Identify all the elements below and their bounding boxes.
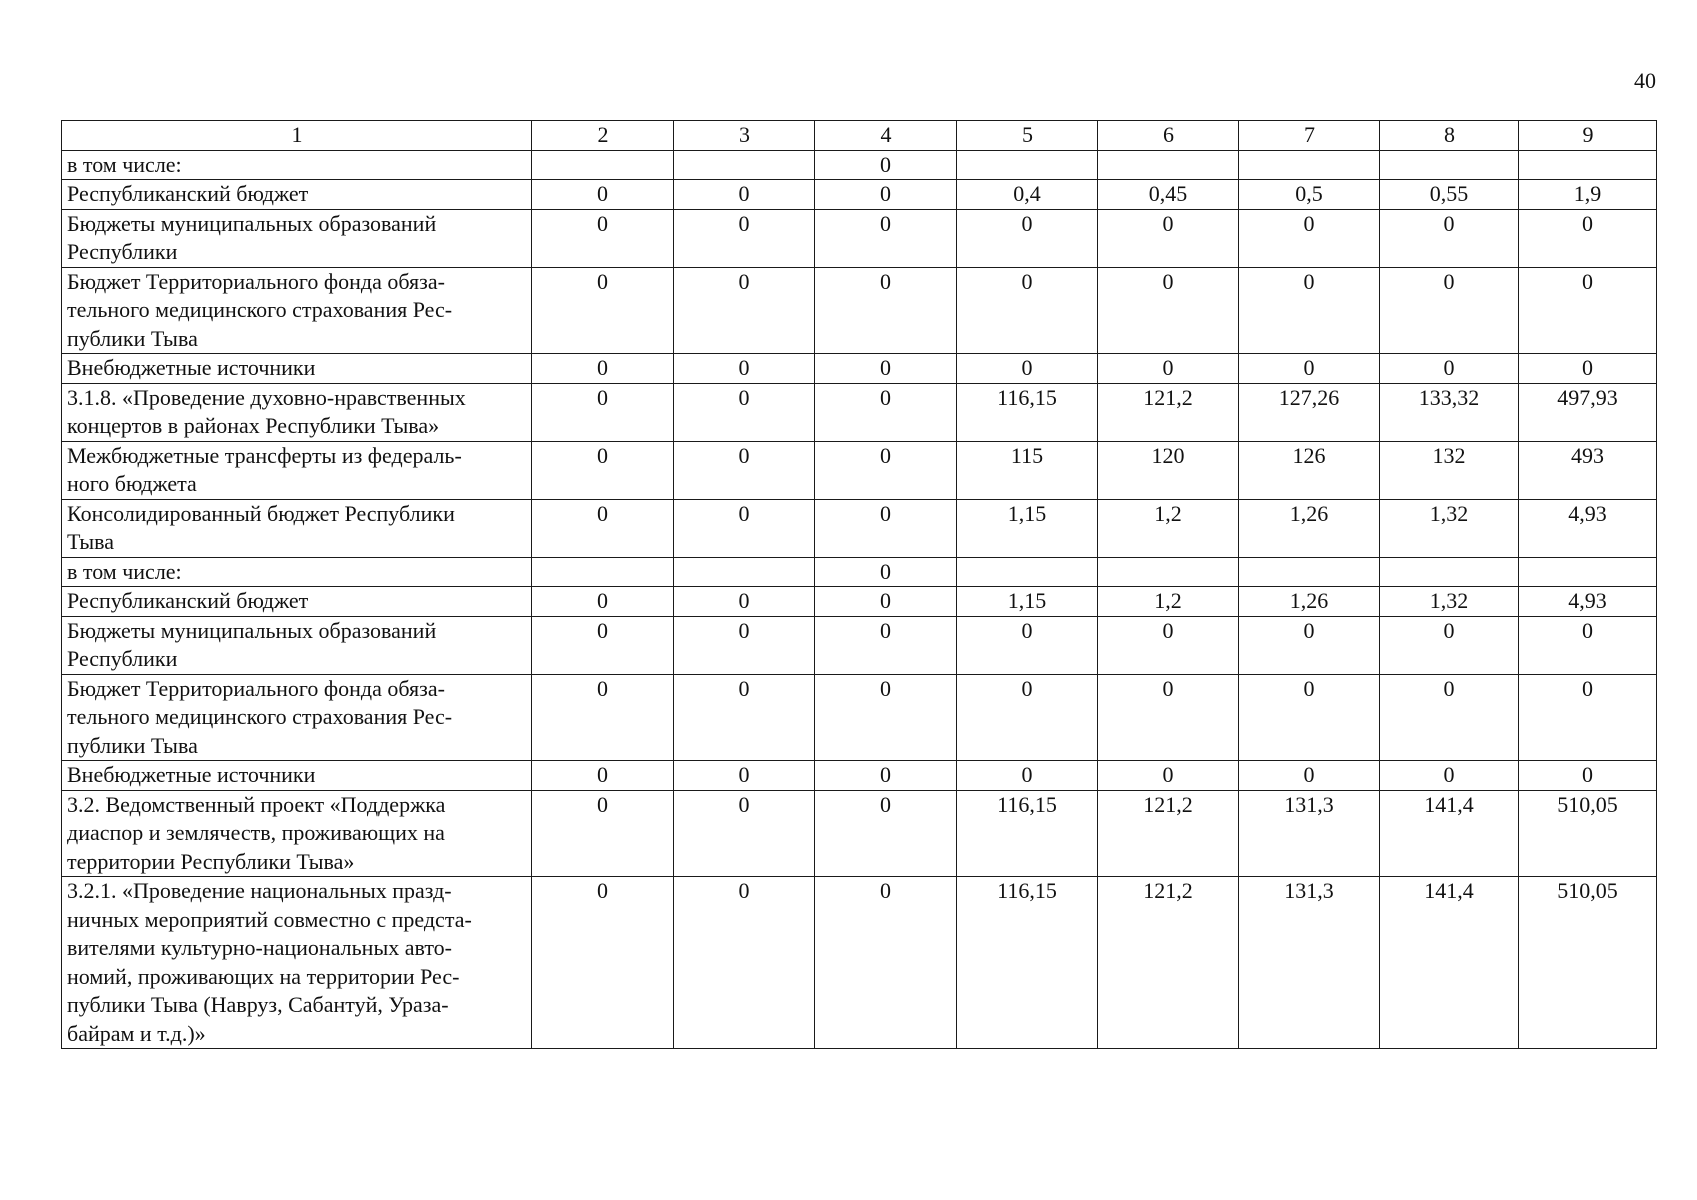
value-cell: 1,9 bbox=[1519, 180, 1657, 210]
row-label: Внебюджетные источники bbox=[62, 761, 532, 791]
column-header: 4 bbox=[815, 121, 957, 151]
value-cell: 132 bbox=[1380, 441, 1519, 499]
table-row bbox=[62, 616, 1657, 674]
value-cell: 116,15 bbox=[957, 383, 1098, 441]
value-cell: 0 bbox=[957, 674, 1098, 761]
value-cell: 0 bbox=[957, 616, 1098, 674]
row-label: в том числе: bbox=[62, 150, 532, 180]
row-label: Республиканский бюджет bbox=[62, 180, 532, 210]
table-row bbox=[62, 441, 1657, 499]
budget-table bbox=[61, 120, 1657, 1049]
table-row bbox=[62, 587, 1657, 617]
value-cell: 0 bbox=[957, 209, 1098, 267]
value-cell bbox=[532, 557, 674, 587]
value-cell: 0 bbox=[957, 761, 1098, 791]
value-cell: 0 bbox=[1519, 761, 1657, 791]
value-cell: 0 bbox=[957, 267, 1098, 354]
value-cell bbox=[1380, 557, 1519, 587]
row-label: 3.1.8. «Проведение духовно-нравственных концертов в районах Республики Тыва» bbox=[62, 383, 532, 441]
row-label: в том числе: bbox=[62, 557, 532, 587]
value-cell: 0 bbox=[815, 557, 957, 587]
value-cell: 0 bbox=[815, 354, 957, 384]
value-cell: 1,15 bbox=[957, 587, 1098, 617]
value-cell bbox=[1239, 557, 1380, 587]
value-cell: 120 bbox=[1098, 441, 1239, 499]
value-cell bbox=[957, 150, 1098, 180]
value-cell: 0 bbox=[532, 790, 674, 877]
value-cell: 0 bbox=[1380, 616, 1519, 674]
value-cell: 0 bbox=[532, 354, 674, 384]
value-cell: 1,15 bbox=[957, 499, 1098, 557]
value-cell: 0 bbox=[1239, 209, 1380, 267]
value-cell bbox=[1098, 557, 1239, 587]
value-cell: 0 bbox=[532, 877, 674, 1049]
column-header: 1 bbox=[62, 121, 532, 151]
value-cell: 141,4 bbox=[1380, 877, 1519, 1049]
value-cell: 0 bbox=[532, 587, 674, 617]
value-cell: 0 bbox=[1519, 616, 1657, 674]
table-row bbox=[62, 674, 1657, 761]
value-cell bbox=[1239, 150, 1380, 180]
value-cell bbox=[1519, 150, 1657, 180]
table-row bbox=[62, 499, 1657, 557]
value-cell: 0 bbox=[815, 383, 957, 441]
value-cell: 0 bbox=[1519, 674, 1657, 761]
value-cell: 0 bbox=[674, 674, 815, 761]
value-cell: 0 bbox=[1239, 616, 1380, 674]
value-cell: 121,2 bbox=[1098, 383, 1239, 441]
table-row bbox=[62, 761, 1657, 791]
value-cell: 0,45 bbox=[1098, 180, 1239, 210]
value-cell: 0 bbox=[815, 499, 957, 557]
value-cell: 0 bbox=[1380, 761, 1519, 791]
value-cell: 0 bbox=[1098, 761, 1239, 791]
row-label: 3.2. Ведомственный проект «Поддержка диаспор и землячеств, проживающих на территории Республики Тыва» bbox=[62, 790, 532, 877]
value-cell: 0 bbox=[815, 180, 957, 210]
value-cell: 0 bbox=[815, 587, 957, 617]
value-cell: 510,05 bbox=[1519, 790, 1657, 877]
value-cell: 0 bbox=[674, 499, 815, 557]
value-cell: 0 bbox=[1380, 209, 1519, 267]
value-cell: 510,05 bbox=[1519, 877, 1657, 1049]
column-header: 8 bbox=[1380, 121, 1519, 151]
value-cell: 0 bbox=[532, 209, 674, 267]
page-number: 40 bbox=[1634, 68, 1656, 93]
row-label: Бюджет Территориального фонда обяза- тельного медицинского страхования Рес- публики Тыва bbox=[62, 267, 532, 354]
value-cell: 0 bbox=[815, 761, 957, 791]
value-cell: 0 bbox=[815, 267, 957, 354]
value-cell: 0 bbox=[532, 674, 674, 761]
value-cell: 1,2 bbox=[1098, 499, 1239, 557]
value-cell: 0 bbox=[1380, 354, 1519, 384]
value-cell: 121,2 bbox=[1098, 790, 1239, 877]
value-cell: 0 bbox=[1239, 267, 1380, 354]
table-row bbox=[62, 877, 1657, 1049]
value-cell: 141,4 bbox=[1380, 790, 1519, 877]
value-cell: 0 bbox=[532, 761, 674, 791]
value-cell: 0 bbox=[674, 877, 815, 1049]
value-cell: 4,93 bbox=[1519, 587, 1657, 617]
value-cell: 493 bbox=[1519, 441, 1657, 499]
value-cell: 4,93 bbox=[1519, 499, 1657, 557]
value-cell bbox=[1098, 150, 1239, 180]
value-cell bbox=[532, 150, 674, 180]
value-cell: 0 bbox=[1098, 267, 1239, 354]
value-cell: 0 bbox=[1239, 761, 1380, 791]
value-cell: 0 bbox=[532, 499, 674, 557]
value-cell: 0 bbox=[1380, 674, 1519, 761]
table-row bbox=[62, 790, 1657, 877]
value-cell: 133,32 bbox=[1380, 383, 1519, 441]
row-label: Внебюджетные источники bbox=[62, 354, 532, 384]
value-cell: 1,32 bbox=[1380, 499, 1519, 557]
value-cell: 0 bbox=[1098, 354, 1239, 384]
value-cell: 0 bbox=[815, 790, 957, 877]
value-cell: 0,55 bbox=[1380, 180, 1519, 210]
value-cell: 0 bbox=[674, 587, 815, 617]
value-cell: 0 bbox=[1098, 209, 1239, 267]
table-row bbox=[62, 354, 1657, 384]
value-cell: 0 bbox=[532, 441, 674, 499]
value-cell: 0 bbox=[1519, 209, 1657, 267]
value-cell: 126 bbox=[1239, 441, 1380, 499]
column-header: 5 bbox=[957, 121, 1098, 151]
value-cell: 0 bbox=[532, 180, 674, 210]
value-cell: 131,3 bbox=[1239, 877, 1380, 1049]
value-cell: 0,5 bbox=[1239, 180, 1380, 210]
table-row bbox=[62, 383, 1657, 441]
value-cell: 0 bbox=[674, 761, 815, 791]
value-cell: 0 bbox=[1239, 354, 1380, 384]
row-label: Консолидированный бюджет Республики Тыва bbox=[62, 499, 532, 557]
value-cell: 0 bbox=[815, 616, 957, 674]
value-cell: 121,2 bbox=[1098, 877, 1239, 1049]
value-cell bbox=[1519, 557, 1657, 587]
value-cell: 0 bbox=[674, 790, 815, 877]
value-cell: 0 bbox=[815, 674, 957, 761]
value-cell: 0 bbox=[674, 441, 815, 499]
value-cell: 1,32 bbox=[1380, 587, 1519, 617]
value-cell: 0 bbox=[1519, 354, 1657, 384]
value-cell: 0 bbox=[674, 354, 815, 384]
column-header: 3 bbox=[674, 121, 815, 151]
value-cell bbox=[1380, 150, 1519, 180]
value-cell: 0 bbox=[1380, 267, 1519, 354]
value-cell: 0 bbox=[674, 209, 815, 267]
value-cell: 0 bbox=[532, 267, 674, 354]
value-cell: 0 bbox=[674, 267, 815, 354]
value-cell: 0 bbox=[957, 354, 1098, 384]
value-cell: 0 bbox=[532, 616, 674, 674]
value-cell bbox=[674, 150, 815, 180]
value-cell: 0 bbox=[674, 180, 815, 210]
value-cell: 127,26 bbox=[1239, 383, 1380, 441]
value-cell: 0 bbox=[1239, 674, 1380, 761]
value-cell: 115 bbox=[957, 441, 1098, 499]
value-cell: 131,3 bbox=[1239, 790, 1380, 877]
row-label: Республиканский бюджет bbox=[62, 587, 532, 617]
value-cell: 1,26 bbox=[1239, 587, 1380, 617]
table-row bbox=[62, 180, 1657, 210]
value-cell bbox=[957, 557, 1098, 587]
value-cell: 0 bbox=[815, 441, 957, 499]
row-label: 3.2.1. «Проведение национальных празд- ничных мероприятий совместно с предста- вителями культурно-национальных авто- номий, проживающих на территории Рес- публики Тыва (Навруз, Сабантуй, Ураза- байрам и т.д.)» bbox=[62, 877, 532, 1049]
row-label: Бюджеты муниципальных образований Республики bbox=[62, 616, 532, 674]
value-cell: 0 bbox=[815, 877, 957, 1049]
value-cell: 0 bbox=[1519, 267, 1657, 354]
column-header: 9 bbox=[1519, 121, 1657, 151]
row-label: Бюджет Территориального фонда обяза- тельного медицинского страхования Рес- публики Тыва bbox=[62, 674, 532, 761]
table-row bbox=[62, 209, 1657, 267]
value-cell: 0 bbox=[1098, 674, 1239, 761]
value-cell: 0 bbox=[674, 383, 815, 441]
row-label: Межбюджетные трансферты из федераль- ного бюджета bbox=[62, 441, 532, 499]
value-cell: 0 bbox=[1098, 616, 1239, 674]
column-header: 7 bbox=[1239, 121, 1380, 151]
value-cell: 1,26 bbox=[1239, 499, 1380, 557]
column-number-row bbox=[62, 121, 1657, 151]
table-row bbox=[62, 150, 1657, 180]
column-header: 6 bbox=[1098, 121, 1239, 151]
row-label: Бюджеты муниципальных образований Республики bbox=[62, 209, 532, 267]
value-cell bbox=[674, 557, 815, 587]
column-header: 2 bbox=[532, 121, 674, 151]
value-cell: 0 bbox=[815, 209, 957, 267]
value-cell: 0 bbox=[674, 616, 815, 674]
value-cell: 116,15 bbox=[957, 790, 1098, 877]
table-row bbox=[62, 557, 1657, 587]
value-cell: 0 bbox=[532, 383, 674, 441]
value-cell: 0,4 bbox=[957, 180, 1098, 210]
value-cell: 116,15 bbox=[957, 877, 1098, 1049]
table-row bbox=[62, 267, 1657, 354]
value-cell: 1,2 bbox=[1098, 587, 1239, 617]
value-cell: 0 bbox=[815, 150, 957, 180]
value-cell: 497,93 bbox=[1519, 383, 1657, 441]
